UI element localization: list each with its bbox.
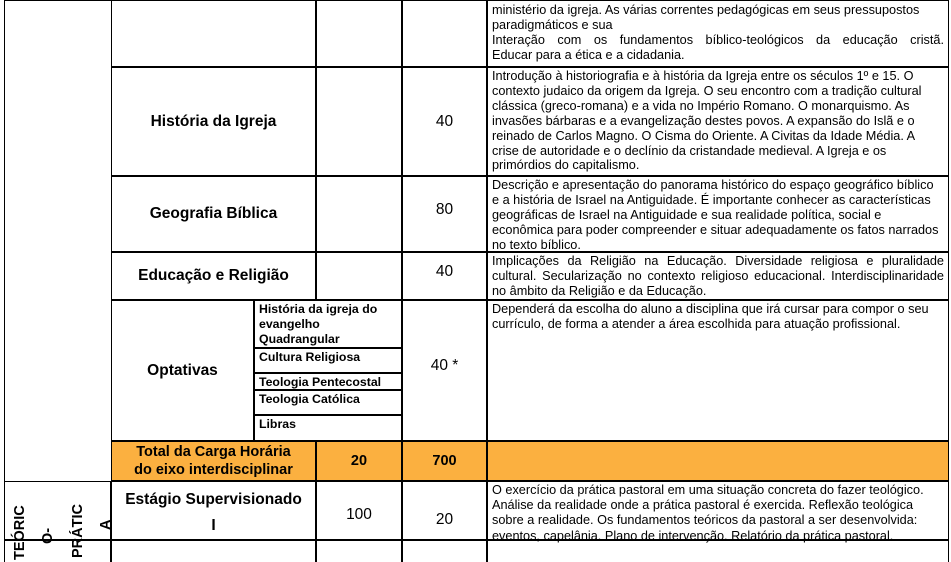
table-cell (111, 0, 316, 67)
table-cell (316, 0, 402, 67)
total-label-line: Total da Carga Horária (136, 444, 291, 460)
table-cell (402, 0, 487, 67)
axis-label-part: O- (40, 527, 56, 544)
description-line: Educar para a ética e a cidadania. (492, 47, 685, 62)
subject-name: Educação e Religião (138, 267, 289, 284)
description-cell: Dependerá da escolha do aluno a disciplina que irá cursar para compor o seu currículo, de forma a atender a área escolhida para atuação profissional. (492, 302, 929, 331)
description-cell: Descrição e apresentação do panorama histórico do espaço geográfico bíblico e a história de Israel na Antiguidade. É importante conhecer as características geográficas de Israel na Antiguidade e sua realidade política, social e econômica para poder compreender e situar adequadamente os fatos narrados no texto bíblico. (492, 178, 939, 252)
axis-label-part: TEÓRIC (12, 505, 28, 560)
hours-value: 80 (435, 201, 454, 218)
subject-name: Optativas (147, 361, 218, 379)
table-cell (316, 67, 402, 176)
description-line: Interação com os fundamentos bíblico-teológicos da educação cristã. (492, 32, 944, 47)
hours-value: 40 (435, 263, 454, 280)
optional-subject: Cultura Religiosa (259, 350, 361, 364)
optional-subject: Teologia Pentecostal (259, 375, 382, 389)
description-cell: Implicações da Religião na Educação. Diversidade religiosa e pluralidade cultural. Secularização no contexto religioso educacional. Interdisciplinaridade no âmbito da Religião e da Educação. (492, 254, 944, 298)
description-line: paradigmáticos e sua (492, 17, 613, 32)
subject-line: Estágio Supervisionado (125, 491, 302, 508)
hours-value: 20 (435, 511, 454, 528)
description-line: ministério da igreja. As várias correntes pedagógicas em seus pressupostos (492, 3, 920, 17)
optional-subject: Teologia Católica (259, 392, 360, 406)
optional-subject: Libras (259, 417, 296, 431)
optional-subject: História da igreja do evangelho Quadrangular (259, 302, 378, 346)
table-cell (316, 252, 402, 300)
total-count: 20 (350, 453, 368, 469)
axis-label-part: PRÁTIC (70, 504, 86, 558)
subject-line: I (211, 517, 216, 534)
hours-value: 40 (435, 112, 454, 130)
description-cell: Introdução à historiografia e à história da Igreja entre os séculos 1º e 15. O contexto judaico da origem da Igreja. O seu encontro com a tradição cultural clássica (greco-romana) e a vida no Império Romano. O monarquismo. As invasões bárbaras e a evangelização destes povos. A expansão do Islã e o reinado de Carlos Magno. O Cisma do Oriente. A Civitas da Idade Média. A crise de autoridade e o declínio da cristandade medieval. A Igreja e os primórdios do capitalismo. (492, 69, 922, 173)
total-empty-cell (487, 441, 949, 481)
total-hours: 700 (432, 453, 457, 469)
description-cell: O exercício da prática pastoral em uma situação concreta do fazer teológico. Análise da realidade onde a prática pastoral é exercida. Reflexão teológica sobre a realidade. Os fundamentos teóricos da pastoral a ser desenvolvida: eventos, capelânia. Plano de intervenção. Relatório da prática pastoral. (492, 483, 924, 543)
table-cell (316, 176, 402, 252)
axis-label-part: A (98, 519, 114, 530)
hours-value: 40 * (430, 357, 459, 374)
total-label (111, 443, 316, 479)
subject-name: História da Igreja (150, 112, 277, 130)
subject-name: Geografia Bíblica (149, 205, 278, 222)
total-label-line: do eixo interdisciplinar (134, 462, 293, 478)
subject-name (111, 490, 316, 536)
description-cell (488, 2, 948, 63)
hours-value: 100 (346, 506, 372, 523)
